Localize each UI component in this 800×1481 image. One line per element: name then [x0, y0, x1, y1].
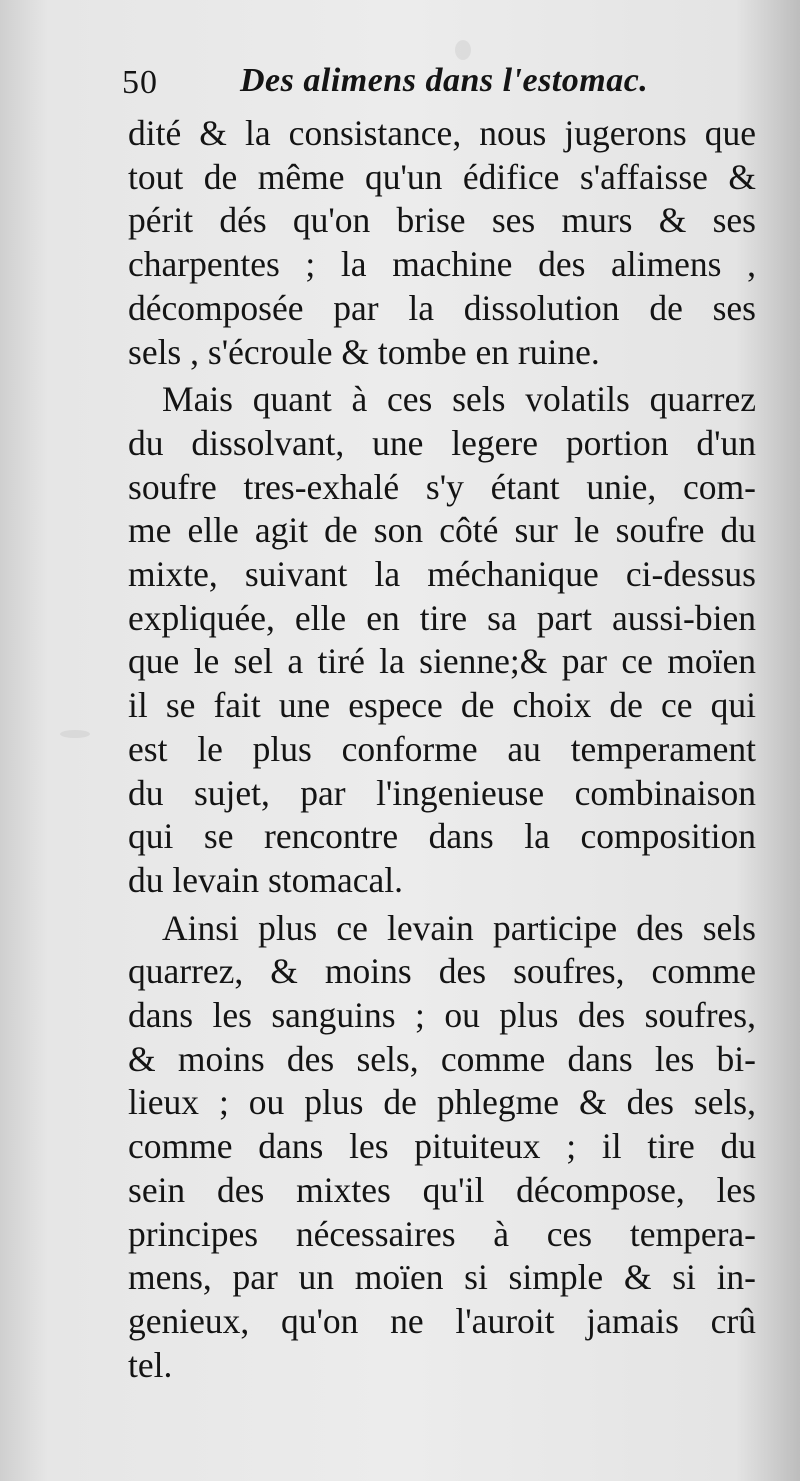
text-line: mens, par un moïen si simple & si in-: [128, 1257, 756, 1298]
text-line: sels , s'écroule & tombe en ruine.: [128, 331, 600, 372]
text-line: tel.: [128, 1344, 173, 1385]
text-line: décomposée par la dissolution de ses: [128, 287, 756, 328]
running-title: Des alimens dans l'estomac.: [240, 62, 649, 99]
text-line: soufre tres-exhalé s'y étant unie, com-: [128, 466, 756, 507]
text-line: genieux, qu'on ne l'auroit jamais crû: [128, 1300, 756, 1341]
text-line: sein des mixtes qu'il décompose, les: [128, 1169, 756, 1210]
text-line: Mais quant à ces sels volatils quarrez: [162, 379, 756, 420]
text-line: il se fait une espece de choix de ce qui: [128, 685, 756, 726]
text-line: périt dés qu'on brise ses murs & ses: [128, 200, 756, 241]
text-line: tout de même qu'un édifice s'affaisse &: [128, 156, 756, 197]
text-line: principes nécessaires à ces tempera-: [128, 1213, 756, 1254]
text-line: quarrez, & moins des soufres, comme: [128, 951, 756, 992]
text-line: & moins des sels, comme dans les bi-: [128, 1038, 756, 1079]
text-line: qui se rencontre dans la composition: [128, 816, 756, 857]
body-text: [128, 112, 756, 1387]
paragraph-3: [128, 907, 756, 1388]
text-line: mixte, suivant la méchanique ci-dessus: [128, 554, 756, 595]
paragraph-1: [128, 112, 756, 374]
text-line: lieux ; ou plus de phlegme & des sels,: [128, 1082, 756, 1123]
page-number: 50: [122, 64, 158, 101]
text-line: dans les sanguins ; ou plus des soufres,: [128, 995, 756, 1036]
text-line: me elle agit de son côté sur le soufre du: [128, 510, 756, 551]
text-line: est le plus conforme au temperament: [128, 728, 756, 769]
text-line: charpentes ; la machine des alimens ,: [128, 244, 756, 285]
paper-mark: [60, 730, 90, 738]
paragraph-2: [128, 378, 756, 902]
ink-spot: [455, 40, 471, 60]
text-line: du dissolvant, une legere portion d'un: [128, 422, 756, 463]
text-line: comme dans les pituiteux ; il tire du: [128, 1126, 756, 1167]
text-line: que le sel a tiré la sienne;& par ce moïen: [128, 641, 756, 682]
text-line: expliquée, elle en tire sa part aussi-bien: [128, 597, 756, 638]
text-line: du levain stomacal.: [128, 859, 404, 900]
text-line: dité & la consistance, nous jugerons que: [128, 113, 756, 153]
text-line: Ainsi plus ce levain participe des sels: [162, 907, 756, 948]
text-line: du sujet, par l'ingenieuse combinaison: [128, 772, 756, 813]
page-header: [122, 60, 682, 110]
